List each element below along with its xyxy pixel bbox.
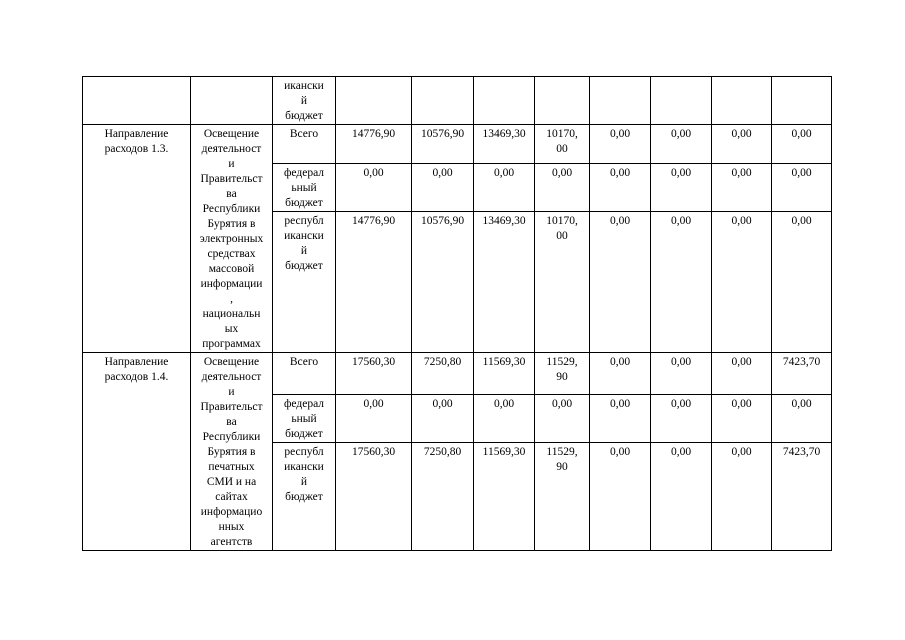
value-cell: 0,00 <box>651 125 712 164</box>
value-cell: 0,00 <box>772 212 832 353</box>
value-cell: 0,00 <box>712 163 772 212</box>
value-cell: 0,00 <box>712 212 772 353</box>
value-cell <box>474 77 535 125</box>
value-cell: 0,00 <box>590 443 651 551</box>
value-cell: 7250,80 <box>412 353 474 395</box>
value-cell: 13469,30 <box>474 125 535 164</box>
value-cell: 0,00 <box>651 353 712 395</box>
value-cell: 0,00 <box>535 395 590 443</box>
value-cell: 14776,90 <box>336 125 412 164</box>
value-cell: 0,00 <box>474 395 535 443</box>
source-cell: Всего <box>273 353 336 395</box>
value-cell: 17560,30 <box>336 353 412 395</box>
direction-cell: Направление расходов 1.4. <box>83 353 191 551</box>
source-cell: Всего <box>273 125 336 164</box>
direction-cell <box>83 77 191 125</box>
value-cell: 7250,80 <box>412 443 474 551</box>
value-cell <box>772 77 832 125</box>
table-row-continuation <box>83 77 832 125</box>
value-cell <box>412 77 474 125</box>
value-cell: 0,00 <box>412 395 474 443</box>
value-cell: 11569,30 <box>474 443 535 551</box>
value-cell: 0,00 <box>712 443 772 551</box>
description-cell <box>191 77 273 125</box>
value-cell: 0,00 <box>590 163 651 212</box>
value-cell: 0,00 <box>336 395 412 443</box>
value-cell: 0,00 <box>590 125 651 164</box>
source-cell: республ икански й бюджет <box>273 212 336 353</box>
value-cell: 0,00 <box>651 163 712 212</box>
value-cell: 0,00 <box>590 353 651 395</box>
value-cell: 0,00 <box>772 395 832 443</box>
value-cell: 10576,90 <box>412 212 474 353</box>
value-cell: 10576,90 <box>412 125 474 164</box>
value-cell: 0,00 <box>772 163 832 212</box>
description-cell: Освещение деятельност и Правительст ва Республики Бурятия в электронных средствах массовой информации , национальн ых программах <box>191 125 273 353</box>
value-cell: 0,00 <box>651 443 712 551</box>
value-cell: 7423,70 <box>772 353 832 395</box>
value-cell: 0,00 <box>336 163 412 212</box>
value-cell: 10170, 00 <box>535 212 590 353</box>
value-cell <box>651 77 712 125</box>
value-cell: 14776,90 <box>336 212 412 353</box>
budget-table <box>82 76 832 551</box>
value-cell: 13469,30 <box>474 212 535 353</box>
value-cell: 0,00 <box>535 163 590 212</box>
value-cell: 7423,70 <box>772 443 832 551</box>
table-row <box>83 353 832 395</box>
value-cell: 0,00 <box>651 212 712 353</box>
value-cell: 11529, 90 <box>535 353 590 395</box>
direction-cell: Направление расходов 1.3. <box>83 125 191 353</box>
value-cell: 0,00 <box>712 395 772 443</box>
value-cell: 0,00 <box>590 395 651 443</box>
value-cell: 17560,30 <box>336 443 412 551</box>
value-cell: 0,00 <box>651 395 712 443</box>
value-cell: 0,00 <box>772 125 832 164</box>
source-cell: икански й бюджет <box>273 77 336 125</box>
value-cell <box>535 77 590 125</box>
value-cell: 0,00 <box>474 163 535 212</box>
source-cell: республ икански й бюджет <box>273 443 336 551</box>
source-cell: федерал ьный бюджет <box>273 395 336 443</box>
table-row <box>83 125 832 164</box>
value-cell: 0,00 <box>712 125 772 164</box>
value-cell <box>712 77 772 125</box>
value-cell: 0,00 <box>590 212 651 353</box>
value-cell <box>590 77 651 125</box>
value-cell: 11569,30 <box>474 353 535 395</box>
description-cell: Освещение деятельност и Правительст ва Республики Бурятия в печатных СМИ и на сайтах информацио нных агентств <box>191 353 273 551</box>
value-cell: 11529, 90 <box>535 443 590 551</box>
value-cell <box>336 77 412 125</box>
value-cell: 10170, 00 <box>535 125 590 164</box>
value-cell: 0,00 <box>412 163 474 212</box>
source-cell: федерал ьный бюджет <box>273 163 336 212</box>
value-cell: 0,00 <box>712 353 772 395</box>
